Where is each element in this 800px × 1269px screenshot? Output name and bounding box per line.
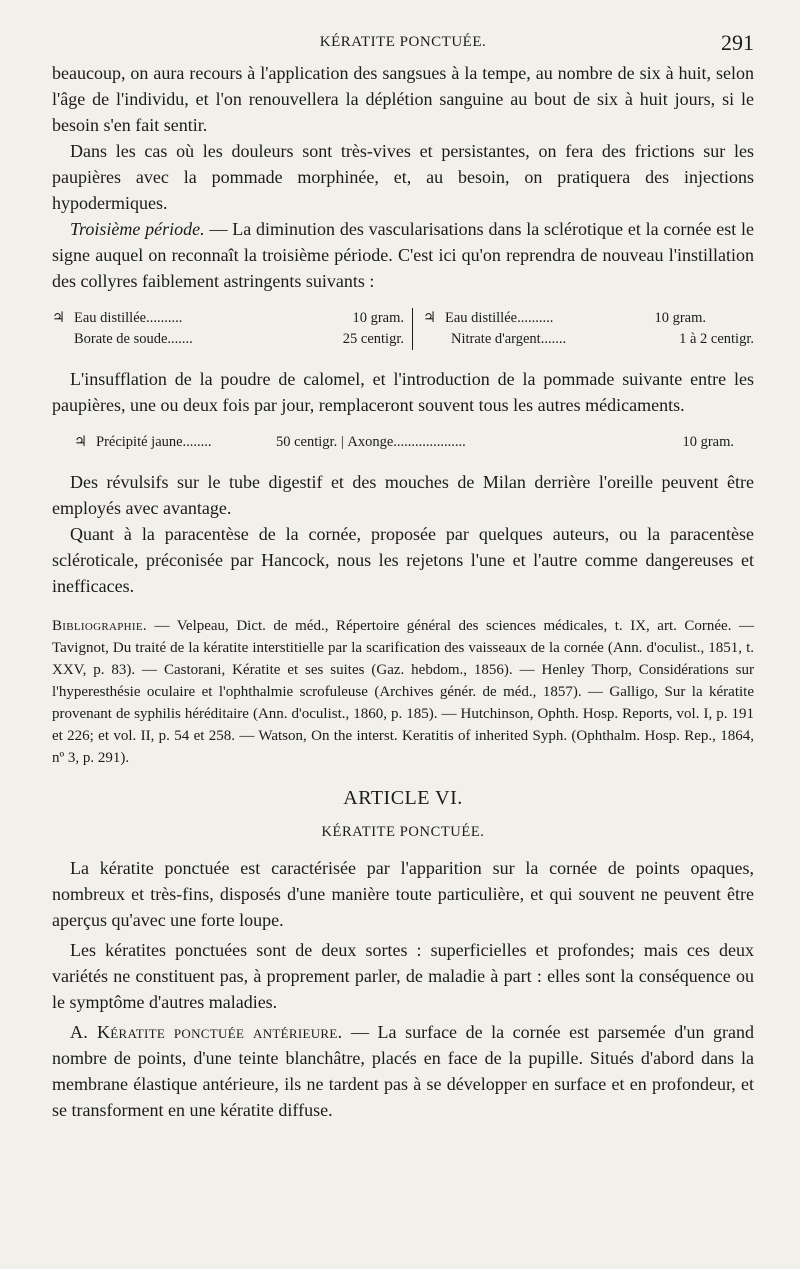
article-subtitle: KÉRATITE PONCTUÉE. xyxy=(321,824,485,840)
paragraph-revulsifs: Des révulsifs sur le tube digestif et des mouches de Milan derrière l'oreille peuvent être employés avec avantage. xyxy=(52,472,754,518)
ingredient-name: Précipité jaune........ xyxy=(96,434,212,450)
ingredient-dose: 10 gram. xyxy=(352,310,404,326)
paragraph-paracentese: Quant à la paracentèse de la cornée, proposée par quelques auteurs, ou la paracentèse scléroticale, préconisée par Hancock, nous les rejetons l'une et l'autre comme dangereuses et inefficaces. xyxy=(52,524,754,596)
prescription-right xyxy=(413,308,754,350)
jupiter-symbol-icon: ♃ xyxy=(74,434,87,450)
paragraph-frictions: Dans les cas où les douleurs sont très-vives et persistantes, on fera des frictions sur les paupières avec la pommade morphinée, et, au besoin, on pratiquera des injections hypodermiques. xyxy=(52,141,754,213)
prescription-left xyxy=(52,308,413,350)
prescription-line xyxy=(423,329,754,350)
bibliography-label: Bibliographie. xyxy=(52,618,147,634)
third-period-heading: Troisième période. xyxy=(70,219,205,239)
bibliography-text: — Velpeau, Dict. de méd., Répertoire général des sciences médicales, t. IX, art. Cornée. — Tavignot, Du traité de la kératite interstitielle par la scarification des vaisseaux de la cornée (Ann. d'oculist., 1851, t. XXV, p. 83). — Castorani, Kératite et ses suites (Gaz. hebdom., 1856). — Henley Thorp, Considérations sur l'hyperesthésie oculaire et l'ophthalmie scrofuleuse (Archives génér. de méd., 1857). — Galligo, Sur la kératite provenant de syphilis héréditaire (Ann. d'oculist., 1860, p. 185). — Hutchinson, Ophth. Hosp. Reports, vol. I, p. 191 et 226; et vol. II, p. 54 et 258. — Watson, On the interst. Keratitis of inherited Syph. (Ophthalm. Hosp. Rep., 1864, nº 3, p. 291). xyxy=(52,618,754,766)
bibliography xyxy=(52,615,754,769)
jupiter-symbol-icon: ♃ xyxy=(423,310,436,326)
prescription-line xyxy=(74,329,404,350)
ingredient-name: Eau distillée.......... xyxy=(74,310,183,326)
article-title: ARTICLE VI. xyxy=(343,787,463,809)
paragraph-varieties: Les kératites ponctuées sont de deux sortes : superficielles et profondes; mais ces deux variétés ne constituent pas, à proprement parler, de maladie à part : elles sont la conséquence ou le symptôme d'autres maladies. xyxy=(52,940,754,1012)
jupiter-symbol-icon: ♃ xyxy=(52,310,65,326)
prescription-pommade xyxy=(74,434,754,451)
page-content xyxy=(52,60,754,1123)
ingredient-dose: 10 gram. xyxy=(682,434,734,450)
ingredient-name: Nitrate d'argent....... xyxy=(451,331,567,347)
ingredient-dose: 25 centigr. xyxy=(342,331,404,347)
ingredient-name: Eau distillée.......... xyxy=(445,310,554,326)
ingredient-name: Axonge.................... xyxy=(347,434,466,450)
third-period-text: — La diminution des vascularisations dans la sclérotique et la cornée est le signe auquel on reconnaît la troisième période. C'est ici qu'on reprendra de nouveau l'instillation des collyres faiblement astringents suivants : xyxy=(52,219,754,291)
paragraph-anterior xyxy=(52,1019,754,1123)
ingredient-dose: 1 à 2 centigr. xyxy=(679,331,754,347)
section-heading-anterior: A. Kératite ponctuée antérieure. xyxy=(70,1022,343,1042)
paragraph-third-period xyxy=(52,216,754,294)
paragraph-calomel: L'insufflation de la poudre de calomel, et l'introduction de la pommade suivante entre les paupières, une ou deux fois par jour, remplaceront souvent tous les autres médicaments. xyxy=(52,369,754,415)
prescription-collyres xyxy=(52,308,754,350)
prescription-line xyxy=(52,308,404,329)
page-number: 291 xyxy=(721,30,754,55)
running-title: KÉRATITE PONCTUÉE. xyxy=(319,34,487,50)
anterior-text: — La surface de la cornée est parsemée d'un grand nombre de points, d'une teinte blanchâtre, placés en face de la pupille. Situés d'abord dans la membrane élastique antérieure, ils ne tardent pas à se développer en surface et en profondeur, et se transforment en une kératite diffuse. xyxy=(52,1022,754,1120)
prescription-line xyxy=(423,308,754,329)
paragraph-leeches: beaucoup, on aura recours à l'application des sangsues à la tempe, au nombre de six à huit, selon l'âge de l'individu, et l'on renouvellera la déplétion sanguine au bout de six à huit jours, si le besoin s'en fait sentir. xyxy=(52,63,754,135)
ingredient-dose: 10 gram. xyxy=(654,310,706,326)
paragraph-definition: La kératite ponctuée est caractérisée par l'apparition sur la cornée de points opaques, nombreux et très-fins, disposés d'une manière toute particulière, et qui souvent ne peuvent être aperçus qu'avec une forte loupe. xyxy=(52,858,754,930)
page-header xyxy=(52,30,754,58)
ingredient-name: Borate de soude....... xyxy=(74,331,193,347)
ingredient-dose: 50 centigr. xyxy=(276,434,338,450)
prescription-separator: | xyxy=(337,434,348,450)
